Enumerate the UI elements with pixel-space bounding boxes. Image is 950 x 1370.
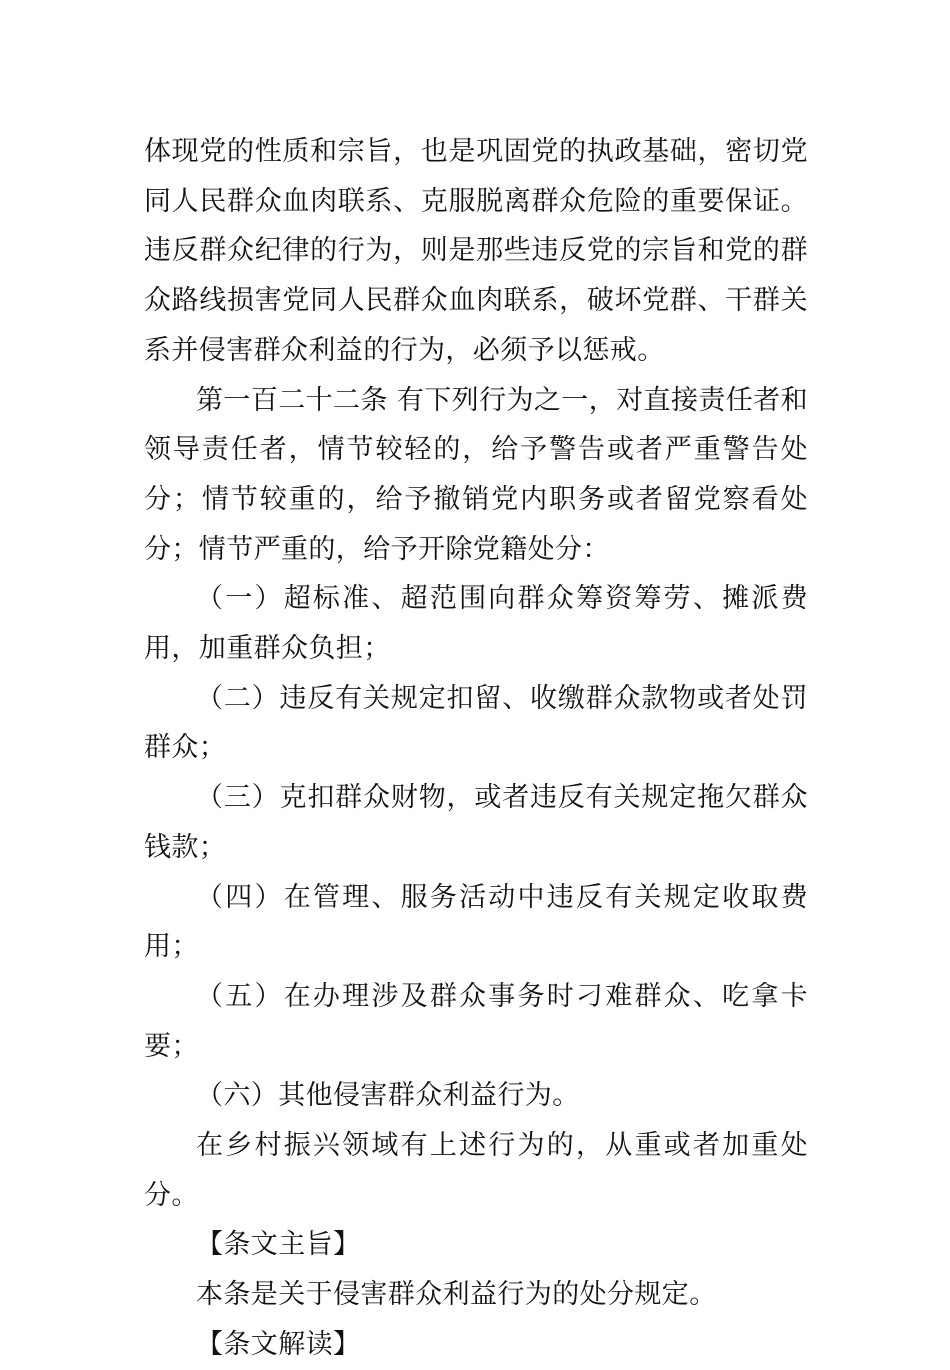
list-item-3: （三）克扣群众财物，或者违反有关规定拖欠群众钱款； [144,782,808,863]
list-item-1: （一）超标准、超范围向群众筹资筹劳、摊派费用，加重群众负担； [144,583,808,665]
document-body [144,127,808,1370]
list-item-4: （四）在管理、服务活动中违反有关规定收取费用； [144,881,808,963]
paragraph-article-122: 第一百二十二条 有下列行为之一，对直接责任者和领导责任者，情节较轻的，给予警告或者严重警告处分；情节较重的，给予撤销党内职务或者留党察看处分；情节严重的，给予开除党籍处分： [144,384,808,565]
list-item-5: （五）在办理涉及群众事务时刁难群众、吃拿卡要； [144,980,808,1062]
section-heading-purpose: 【条文主旨】 [196,1229,361,1261]
section-heading-interpretation: 【条文解读】 [196,1328,361,1360]
paragraph-continuation: 体现党的性质和宗旨，也是巩固党的执政基础，密切党同人民群众血肉联系、克服脱离群众危险的重要保证。违反群众纪律的行为，则是那些违反党的宗旨和党的群众路线损害党同人民群众血肉联系，破坏党群、干群关系并侵害群众利益的行为，必须予以惩戒。 [144,136,808,366]
list-item-2: （二）违反有关规定扣留、收缴群众款物或者处罚群众； [144,682,808,764]
paragraph-rural-revitalization: 在乡村振兴领域有上述行为的，从重或者加重处分。 [144,1130,808,1211]
paragraph-purpose: 本条是关于侵害群众利益行为的处分规定。 [196,1279,717,1311]
list-item-6: （六）其他侵害群众利益行为。 [196,1080,580,1112]
